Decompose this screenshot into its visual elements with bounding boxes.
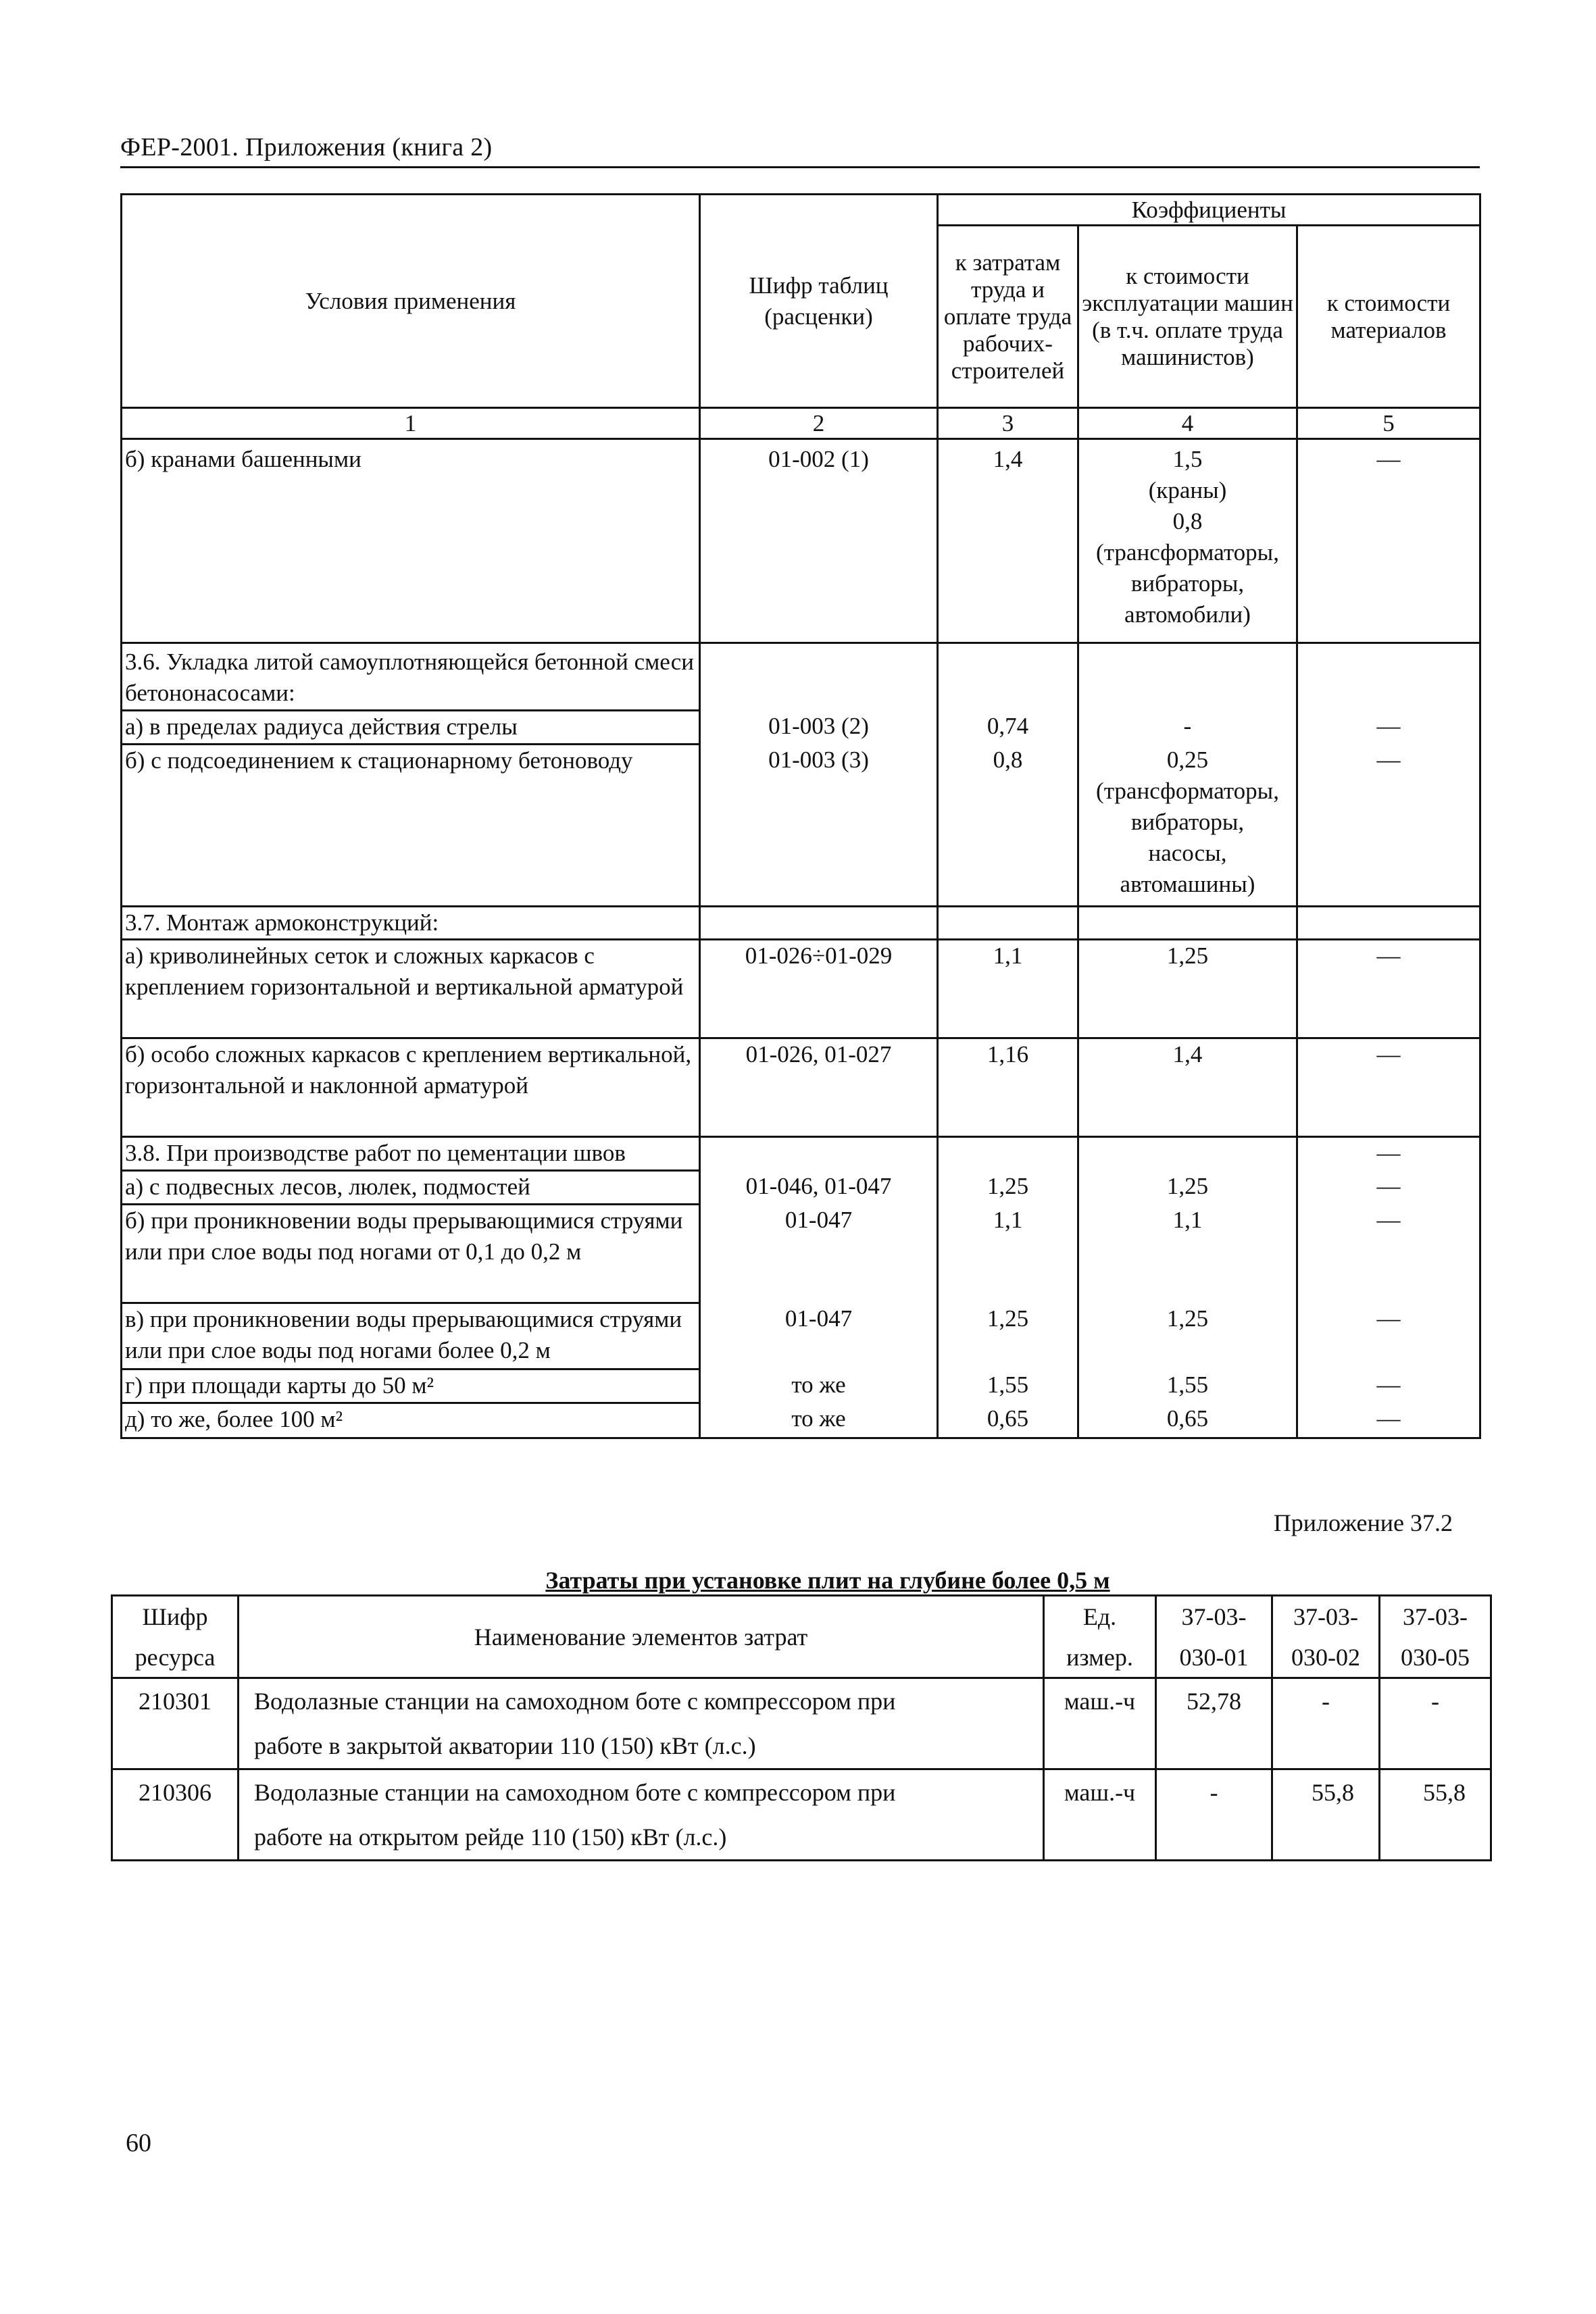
col-header-machines: к стоимости эксплуатации машин (в т.ч. оплате труда машинистов)	[1078, 226, 1297, 408]
row-coef-labor: 0,74	[938, 711, 1078, 745]
resource-name	[239, 1678, 1044, 1769]
table-row	[122, 1038, 1480, 1137]
costs-table	[111, 1594, 1492, 1861]
coef-line: 1,25	[1166, 1172, 1209, 1199]
table-row	[112, 1769, 1491, 1861]
row-condition: а) в пределах радиуса действия стрелы	[122, 711, 700, 745]
col-header-unit-top: Ед.	[1044, 1596, 1156, 1638]
table-row	[122, 643, 1480, 711]
resource-value: -	[1156, 1769, 1272, 1861]
row-coef-materials: —	[1297, 1038, 1480, 1137]
row-coef-materials: —	[1297, 745, 1480, 907]
row-coef-machines	[1078, 1403, 1297, 1438]
table-row	[122, 439, 1480, 643]
row-code	[700, 643, 938, 711]
row-coef-labor	[938, 907, 1078, 940]
row-coef-materials: —	[1297, 1205, 1480, 1303]
col-header-coefficients: Коэффициенты	[938, 195, 1480, 226]
page-header	[120, 132, 1480, 168]
row-coef-materials	[1297, 643, 1480, 711]
table-row	[122, 711, 1480, 745]
row-code: 01-026, 01-027	[700, 1038, 938, 1137]
resource-name-line: Водолазные станции на самоходном боте с компрессором при	[254, 1779, 896, 1806]
row-condition: б) при проникновении воды прерывающимися струями или при слое воды под ногами от 0,1 до 0,2 м	[122, 1205, 700, 1303]
row-coef-materials: —	[1297, 1171, 1480, 1205]
table-row	[122, 1403, 1480, 1438]
coef-line: 1,25	[1166, 1305, 1209, 1332]
row-condition: в) при проникновении воды прерывающимися струями или при слое воды под ногами более 0,2 м	[122, 1303, 700, 1369]
coef-line: насосы,	[1148, 839, 1227, 866]
resource-code: 210306	[112, 1769, 239, 1861]
row-coef-materials: —	[1297, 1369, 1480, 1403]
row-condition: 3.7. Монтаж армоконструкций:	[122, 907, 700, 940]
coef-line: 1,55	[1166, 1371, 1209, 1398]
row-code: 01-047	[700, 1205, 938, 1303]
row-coef-labor	[938, 1137, 1078, 1171]
row-code: 01-003 (2)	[700, 711, 938, 745]
row-coef-labor: 1,1	[938, 940, 1078, 1038]
row-coef-machines	[1078, 1171, 1297, 1205]
resource-name	[239, 1769, 1044, 1861]
resource-name-line: работе в закрытой акватории 110 (150) кВт (л.с.)	[254, 1732, 756, 1759]
resource-value: 55,8	[1272, 1769, 1380, 1861]
row-code	[700, 1137, 938, 1171]
table-row	[122, 1171, 1480, 1205]
row-condition: б) особо сложных каркасов с креплением вертикальной, горизонтальной и наклонной арматурой	[122, 1038, 700, 1137]
row-condition: б) с подсоединением к стационарному бетоноводу	[122, 745, 700, 907]
row-coef-labor: 1,25	[938, 1171, 1078, 1205]
row-coef-materials	[1297, 907, 1480, 940]
row-condition: г) при площади карты до 50 м²	[122, 1369, 700, 1403]
row-condition: 3.6. Укладка литой самоуплотняющейся бетонной смеси бетононасосами:	[122, 643, 700, 711]
page-number: 60	[126, 2129, 151, 2157]
col-number: 4	[1078, 408, 1297, 439]
coef-line: 0,25	[1166, 746, 1209, 773]
col-header-rate-top: 37-03-	[1272, 1596, 1380, 1638]
resource-value: 55,8	[1380, 1769, 1491, 1861]
resource-value: -	[1272, 1678, 1380, 1769]
col-number: 5	[1297, 408, 1480, 439]
table-row	[122, 1137, 1480, 1171]
col-header-rate-top: 37-03-	[1380, 1596, 1491, 1638]
row-code: 01-026÷01-029	[700, 940, 938, 1038]
coef-line: (трансформаторы,	[1096, 777, 1279, 804]
row-coef-labor: 1,25	[938, 1303, 1078, 1369]
row-coef-materials: —	[1297, 711, 1480, 745]
coef-line: -	[1183, 712, 1192, 739]
coef-line: автомашины)	[1120, 870, 1255, 897]
coef-line: вибраторы,	[1130, 570, 1245, 597]
row-coef-labor: 1,1	[938, 1205, 1078, 1303]
document-title: ФЕР-2001. Приложения (книга 2)	[120, 133, 493, 161]
row-coef-machines	[1078, 711, 1297, 745]
col-header-code-top: Шифр	[112, 1596, 239, 1638]
col-header-rate-bottom: 030-02	[1272, 1638, 1380, 1678]
col-header-conditions: Условия применения	[122, 195, 700, 408]
col-header-labor: к затратам труда и оплате труда рабочих-строителей	[938, 226, 1078, 408]
row-coef-materials: —	[1297, 1403, 1480, 1438]
coefficients-table	[120, 193, 1481, 1439]
row-condition: д) то же, более 100 м²	[122, 1403, 700, 1438]
table-row	[122, 1369, 1480, 1403]
row-code: то же	[700, 1369, 938, 1403]
coef-line: (трансформаторы,	[1096, 539, 1279, 565]
coef-line: (краны)	[1148, 477, 1227, 503]
row-coef-machines	[1078, 1038, 1297, 1137]
annex-label: Приложение 37.2	[1273, 1509, 1453, 1536]
coef-line: вибраторы,	[1130, 808, 1245, 835]
coef-line: 0,65	[1166, 1405, 1209, 1432]
resource-unit: маш.-ч	[1044, 1769, 1156, 1861]
resource-code: 210301	[112, 1678, 239, 1769]
row-code: 01-046, 01-047	[700, 1171, 938, 1205]
row-code: 01-003 (3)	[700, 745, 938, 907]
row-coef-labor: 0,8	[938, 745, 1078, 907]
coef-line: 1,1	[1172, 1206, 1203, 1233]
row-coef-labor: 1,16	[938, 1038, 1078, 1137]
row-code	[700, 907, 938, 940]
row-coef-labor	[938, 643, 1078, 711]
col-number: 1	[122, 408, 700, 439]
row-condition: а) криволинейных сеток и сложных каркасов с креплением горизонтальной и вертикальной арматурой	[122, 940, 700, 1038]
table-row	[122, 1303, 1480, 1369]
row-coef-materials: —	[1297, 1137, 1480, 1171]
row-coef-machines	[1078, 940, 1297, 1038]
row-coef-labor: 1,4	[938, 439, 1078, 643]
resource-value: -	[1380, 1678, 1491, 1769]
row-coef-machines	[1078, 1205, 1297, 1303]
table-row	[122, 1205, 1480, 1303]
coef-line: 1,4	[1172, 1041, 1203, 1067]
coef-line: автомобили)	[1124, 601, 1251, 628]
table-row	[122, 940, 1480, 1038]
row-coef-labor: 0,65	[938, 1403, 1078, 1438]
col-header-unit-bottom: измер.	[1044, 1638, 1156, 1678]
row-coef-materials: —	[1297, 439, 1480, 643]
row-condition: а) с подвесных лесов, люлек, подмостей	[122, 1171, 700, 1205]
col-header-code: Шифр таблиц (расценки)	[700, 195, 938, 408]
table-row	[122, 745, 1480, 907]
row-condition: 3.8. При производстве работ по цементации швов	[122, 1137, 700, 1171]
resource-name-line: работе на открытом рейде 110 (150) кВт (л.с.)	[254, 1823, 727, 1851]
row-coef-machines	[1078, 643, 1297, 711]
row-coef-machines	[1078, 907, 1297, 940]
table-row	[122, 907, 1480, 940]
row-condition: б) кранами башенными	[122, 439, 700, 643]
coef-line: 1,5	[1172, 446, 1203, 472]
col-number: 3	[938, 408, 1078, 439]
row-code: то же	[700, 1403, 938, 1438]
row-coef-machines	[1078, 1303, 1297, 1369]
col-header-materials: к стоимости материалов	[1297, 226, 1480, 408]
row-code: 01-047	[700, 1303, 938, 1369]
row-coef-materials: —	[1297, 940, 1480, 1038]
resource-name-line: Водолазные станции на самоходном боте с компрессором при	[254, 1688, 896, 1715]
row-coef-machines	[1078, 1369, 1297, 1403]
row-coef-machines	[1078, 745, 1297, 907]
row-coef-machines	[1078, 439, 1297, 643]
col-number: 2	[700, 408, 938, 439]
col-header-name: Наименование элементов затрат	[239, 1596, 1044, 1678]
row-coef-materials: —	[1297, 1303, 1480, 1369]
resource-value: 52,78	[1156, 1678, 1272, 1769]
row-coef-labor: 1,55	[938, 1369, 1078, 1403]
col-header-rate-bottom: 030-05	[1380, 1638, 1491, 1678]
resource-unit: маш.-ч	[1044, 1678, 1156, 1769]
table-row	[112, 1678, 1491, 1769]
col-header-rate-bottom: 030-01	[1156, 1638, 1272, 1678]
coef-line: 0,8	[1172, 508, 1203, 534]
row-coef-machines	[1078, 1137, 1297, 1171]
col-header-code-bottom: ресурса	[112, 1638, 239, 1678]
coef-line: 1,25	[1166, 942, 1209, 969]
annex-title: Затраты при установке плит на глубине более 0,5 м	[545, 1567, 1110, 1594]
col-header-rate-top: 37-03-	[1156, 1596, 1272, 1638]
row-code: 01-002 (1)	[700, 439, 938, 643]
